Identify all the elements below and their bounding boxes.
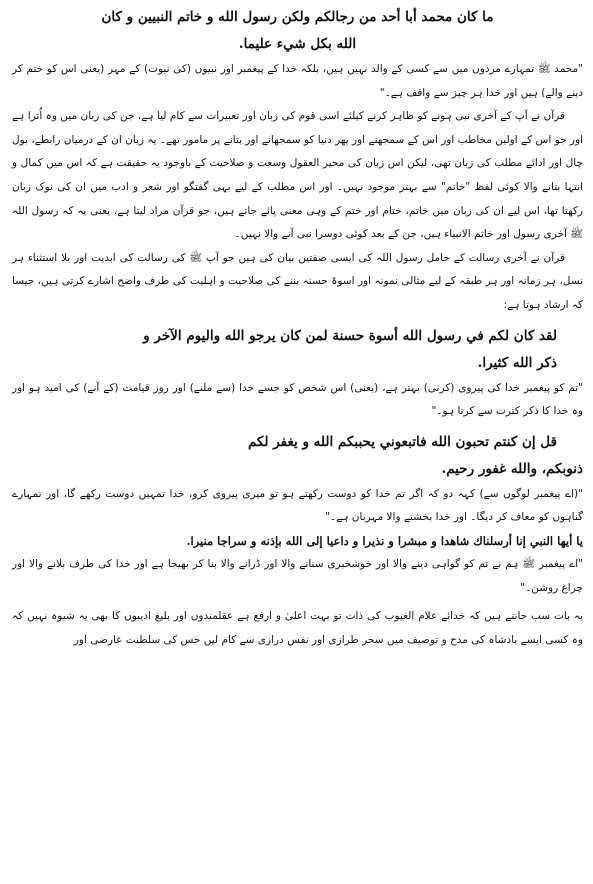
- translation-4: "اے پیغمبر ﷺ ہم نے تم کو گواہی دینے والا اور خوشخبری سنانے والا اور ڈرانے والا بنا کر بھیجا ہے اور خدا کی طرف بلانے والا اور چراغ روشن۔": [12, 557, 583, 594]
- verse-3-line-2: ذنوبكم، والله غفور رحيم.: [441, 460, 583, 477]
- translation-1: "محمد ﷺ تمہارے مردوں میں سے کسی کے والد نہیں ہیں، بلکہ خدا کے پیغمبر اور نبیوں (کی نبوت) کے مہر (یعنی اس کو ختم کر دینے والے) ہیں اور خدا ہر چیز سے واقف ہے۔": [12, 63, 583, 99]
- verse-1-line-1: ما كان محمد أبا أحد من رجالكم ولكن رسول الله و خاتم النبيين و كان: [101, 9, 494, 25]
- paragraph-1: قرآن نے آپ کے آخری نبی ہونے کو ظاہر کرنے کیلئے اسی قوم کی زبان اور تعبیرات سے کام لیا ہے، جن کی زبان میں وہ اُترا ہے اور جو اس کے اولین مخاطب اور اس کے سمجھنے اور پھر دنیا کو سمجھانے اور بتانے پر مامور تھے۔ یہ زبان ان کے درمیان رابطے، بول چال اور ادائے مطلب کی زبان تھی، لیکن اس زبان کی محیر العقول وسعت و صلاحیت کے باوجود یہ حقیقت ہے کہ اس میں کمال و انتہا بتانے والا کوئی لفظ "خاتم" سے بہتر موجود نہیں۔ اور اس مطلب کے لیے بہی گفتگو اور شعر و ادب میں ان کی نوک زبان رکھتا تھا، اس لیے ان کی زبان میں خاتم، ختام اور ختم کے وہی معنی پائے جاتے ہیں، جو قرآن مراد لیتا ہے، یعنی یہ کہ رسول اللہ ﷺ آخری رسول اور خاتم الانبیاء ہیں، جن کے بعد کوئی دوسرا نبی آنے والا نہیں۔: [12, 110, 583, 241]
- verse-3-line-1: قل إن كنتم تحبون الله فاتبعوني يحببكم الله و يغفر لكم: [247, 433, 557, 450]
- translation-2: "تم کو پیغمبر خدا کی پیروی (کرنی) بہتر ہے، (یعنی) اس شخص کو جسے خدا (سے ملنے) اور روز قیامت (کے آنے) کی امید ہو اور وہ خدا کا ذکر کثرت سے کرتا ہو۔": [12, 381, 583, 418]
- paragraph-3: یہ بات سب جانتے ہیں کہ خدائے علام الغیوب کی ذات تو بہت اعلیٰ و ارفع ہے عقلمندوں اور بلیغ ادیبوں کا بھی یہ شیوہ نہیں کہ وہ کسی ایسے بادشاہ کی مدح و توصیف میں سحر طرازی اور نفس درازی سے کام لیں جس کی سلطنت عارضی اور: [12, 610, 583, 646]
- verse-4: يا أيها النبي إنا أرسلناك شاهدا و مبشرا و نذيرا و داعيا إلى الله بإذنه و سراجا منيرا.: [186, 533, 583, 548]
- paragraph-2: قرآن نے آخری رسالت کے حامل رسول اللہ کی ایسی صفتیں بیان کی ہیں جو آپ ﷺ کی رسالت کی ابدیت اور بلا استثناء ہر نسل، ہر زمانہ اور ہر طبقہ کے لیے مثالی نمونہ اور اسوۂ حسنہ بننے کی صلاحیت و اہلیت کی طرف واضح اشارے کرتی ہیں، جیسا کہ ارشاد ہوتا ہے:: [12, 251, 583, 311]
- verse-1-line-2: الله بكل شيء عليما.: [238, 36, 357, 52]
- verse-2-line-1: لقد كان لكم في رسول الله أسوة حسنة لمن كان يرجو الله واليوم الآخر و: [143, 327, 557, 344]
- verse-2-line-2: ذكر الله كثيرا.: [477, 354, 557, 371]
- translation-3: "(اے پیغمبر لوگوں سے) کہہ دو کہ اگر تم خدا کو دوست رکھتے ہو تو میری پیروی کرو، خدا تمہیں دوست رکھے گا، اور تمہارے گناہوں کو معاف کر دیگا۔ اور خدا بخشنے والا مہربان ہے۔": [12, 487, 583, 524]
